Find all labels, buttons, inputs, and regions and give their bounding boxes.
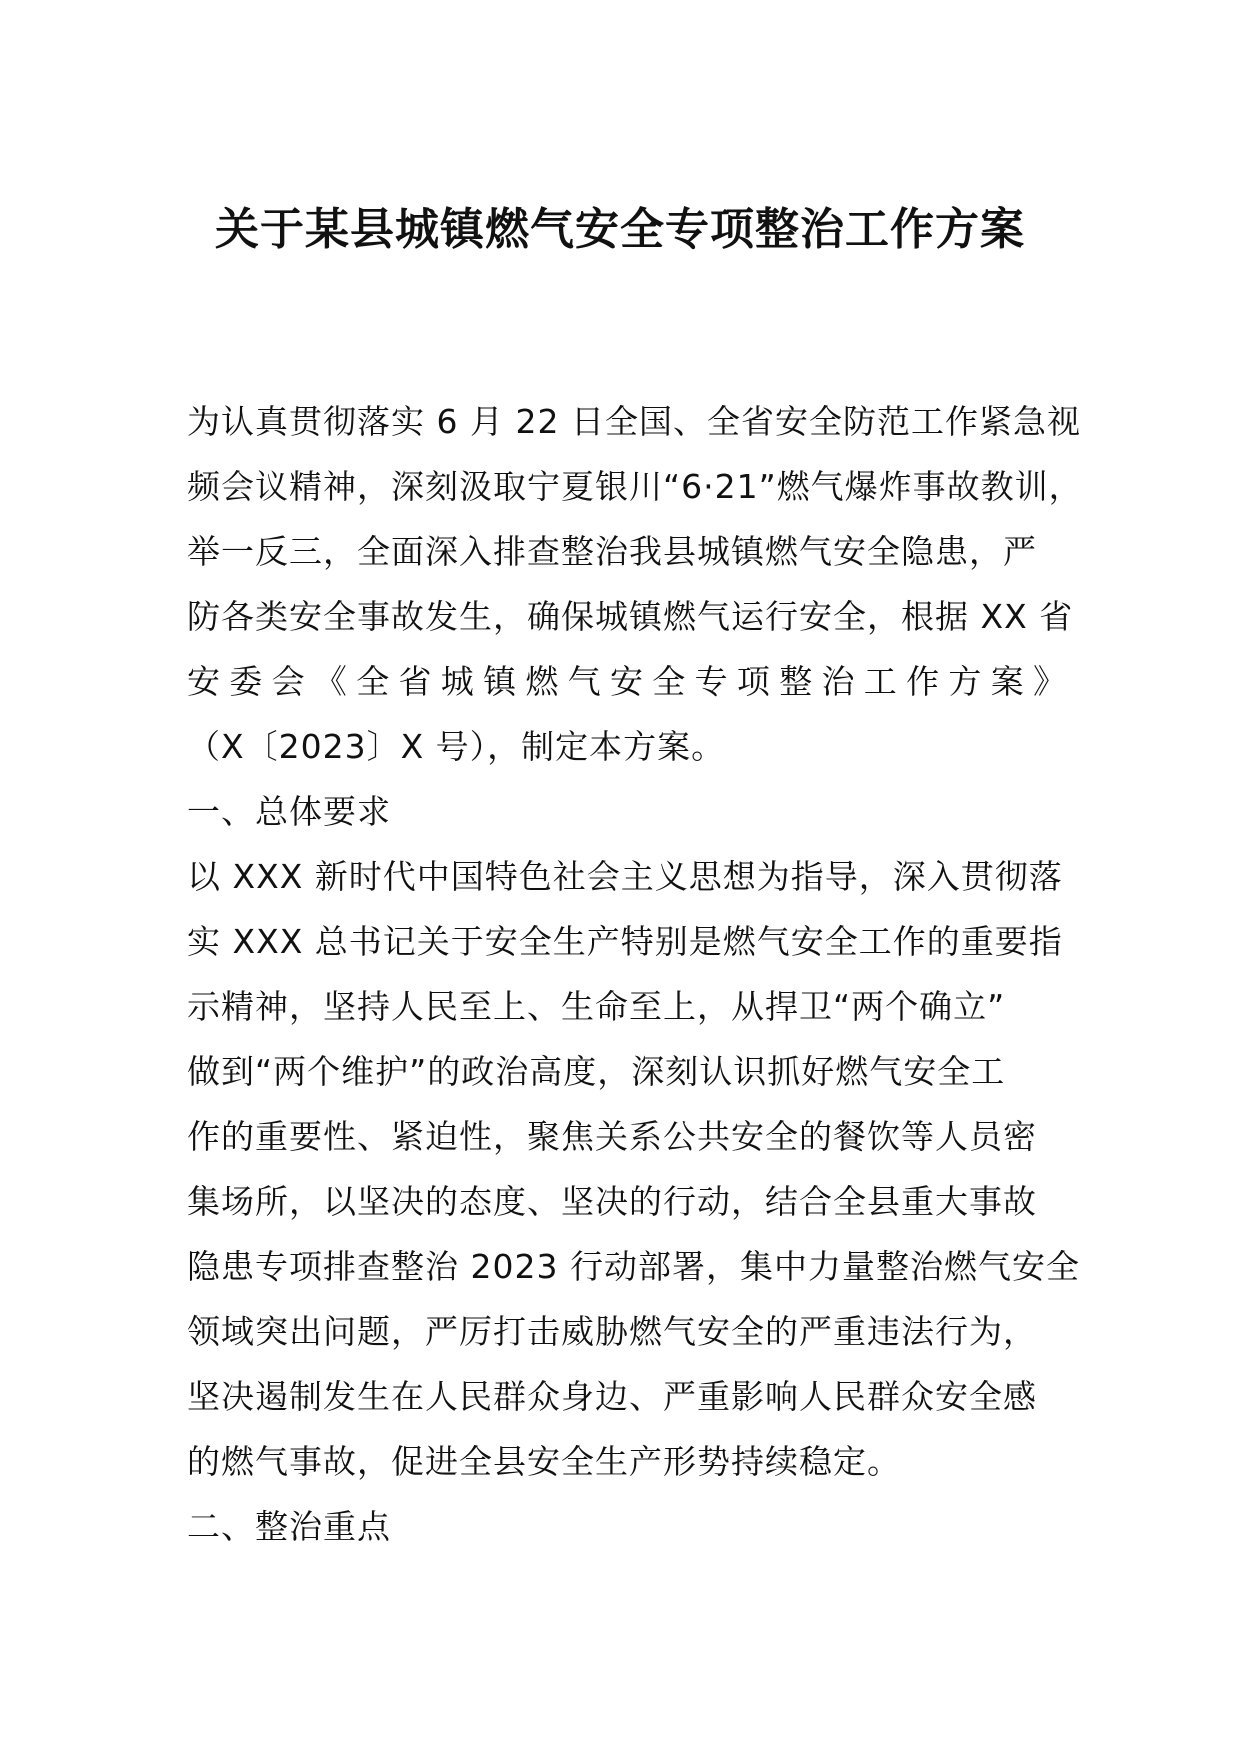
paragraph-line: 示精神，坚持人民至上、生命至上，从捍卫“两个确立” [187,987,1006,1026]
section-heading-key-rectification: 二、整治重点 [187,1507,391,1546]
paragraph-line: 的燃气事故，促进全县安全生产形势持续稳定。 [187,1442,901,1481]
paragraph-line: 防各类安全事故发生，确保城镇燃气运行安全，根据 XX 省 [187,597,1074,636]
paragraph-line: 坚决遏制发生在人民群众身边、严重影响人民群众安全感 [187,1377,1037,1416]
document-title: 关于某县城镇燃气安全专项整治工作方案 [215,204,1025,255]
paragraph-line: 为认真贯彻落实 6 月 22 日全国、全省安全防范工作紧急视 [187,402,1081,441]
section-heading-overall-requirements: 一、总体要求 [187,792,391,831]
paragraph-line: 隐患专项排查整治 2023 行动部署，集中力量整治燃气安全 [187,1247,1080,1286]
paragraph-line: 领域突出问题，严厉打击威胁燃气安全的严重违法行为， [187,1312,1037,1351]
paragraph-line: 作的重要性、紧迫性，聚焦关系公共安全的餐饮等人员密 [187,1117,1037,1156]
document-body [187,389,1083,1559]
paragraph-line: 举一反三，全面深入排查整治我县城镇燃气安全隐患，严 [187,532,1037,571]
paragraph-line: 安委会《全省城镇燃气安全专项整治工作方案》 [187,662,1067,701]
paragraph-line: 做到“两个维护”的政治高度，深刻认识抓好燃气安全工 [187,1052,1006,1091]
paragraph-line: （X〔2023〕X 号），制定本方案。 [187,727,726,766]
paragraph-line: 频会议精神，深刻汲取宁夏银川“6·21”燃气爆炸事故教训， [187,467,1083,506]
paragraph-line: 实 XXX 总书记关于安全生产特别是燃气安全工作的重要指 [187,922,1063,961]
paragraph-line: 集场所，以坚决的态度、坚决的行动，结合全县重大事故 [187,1182,1037,1221]
paragraph-line: 以 XXX 新时代中国特色社会主义思想为指导，深入贯彻落 [187,857,1063,896]
